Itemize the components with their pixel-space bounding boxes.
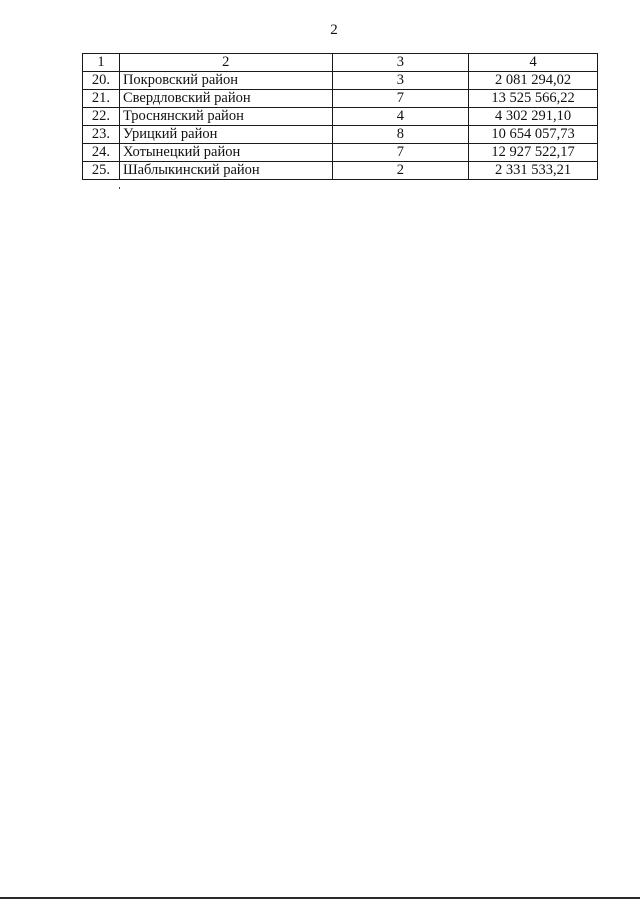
amount-value: 2 331 533,21 <box>469 162 598 180</box>
district-name: Покровский район <box>119 72 332 90</box>
table-row <box>83 90 598 108</box>
count-value: 2 <box>332 162 469 180</box>
district-name: Шаблыкинский район <box>119 162 332 180</box>
row-number: 22. <box>83 108 120 126</box>
district-name: Урицкий район <box>119 126 332 144</box>
amount-value: 12 927 522,17 <box>469 144 598 162</box>
district-table <box>82 53 598 180</box>
table-row <box>83 162 598 180</box>
header-cell-2: 2 <box>119 54 332 72</box>
district-name: Троснянский район <box>119 108 332 126</box>
amount-value: 4 302 291,10 <box>469 108 598 126</box>
row-number: 24. <box>83 144 120 162</box>
count-value: 3 <box>332 72 469 90</box>
amount-value: 10 654 057,73 <box>469 126 598 144</box>
count-value: 7 <box>332 90 469 108</box>
district-name: Хотынецкий район <box>119 144 332 162</box>
table-row <box>83 108 598 126</box>
scan-mark <box>119 187 120 189</box>
count-value: 7 <box>332 144 469 162</box>
row-number: 25. <box>83 162 120 180</box>
table-row <box>83 72 598 90</box>
count-value: 8 <box>332 126 469 144</box>
table-row <box>83 144 598 162</box>
count-value: 4 <box>332 108 469 126</box>
header-cell-3: 3 <box>332 54 469 72</box>
amount-value: 13 525 566,22 <box>469 90 598 108</box>
page-number: 2 <box>330 22 338 38</box>
bottom-rule <box>0 897 640 899</box>
table-row <box>83 126 598 144</box>
row-number: 20. <box>83 72 120 90</box>
table-header-row <box>83 54 598 72</box>
header-cell-1: 1 <box>83 54 120 72</box>
district-name: Свердловский район <box>119 90 332 108</box>
row-number: 21. <box>83 90 120 108</box>
row-number: 23. <box>83 126 120 144</box>
amount-value: 2 081 294,02 <box>469 72 598 90</box>
header-cell-4: 4 <box>469 54 598 72</box>
